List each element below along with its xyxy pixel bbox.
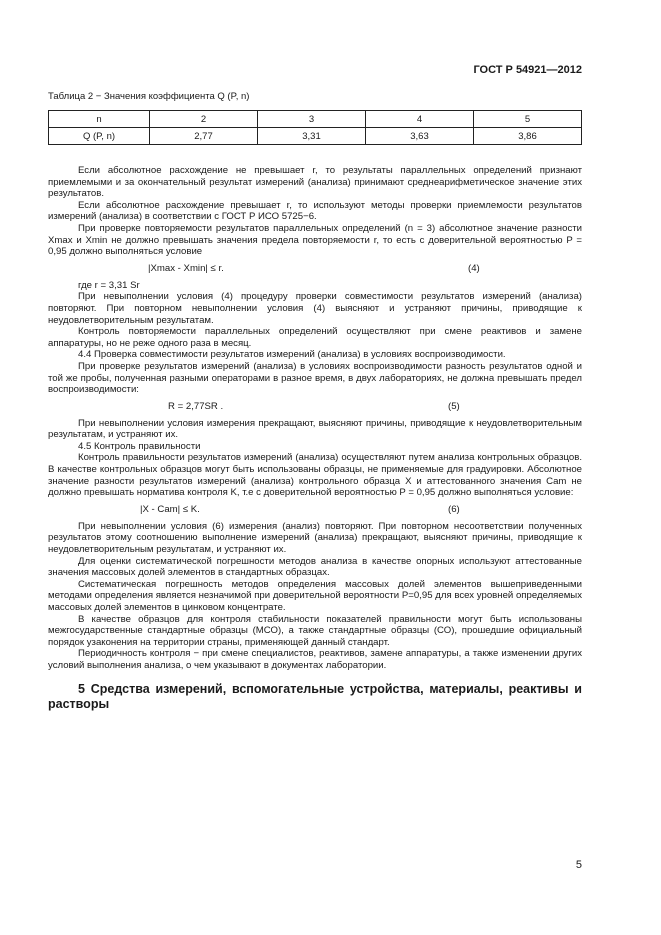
table-cell: 3,63 bbox=[366, 128, 474, 145]
formula-expression: R = 2,77SR . bbox=[168, 400, 224, 412]
paragraph: Если абсолютное расхождение превышает r, то используют методы проверки приемлемости результатов измерений (анализа) в соответствии с ГОСТ Р ИСО 5725−6. bbox=[48, 199, 582, 223]
paragraph: Систематическая погрешность методов определения массовых долей элементов вышеприведенными методами определения является незначимой при доверительной вероятности P=0,95 для всех уровней определяемых массовых долей элементов в цинковом концентрате. bbox=[48, 578, 582, 613]
table-cell: 3,86 bbox=[474, 128, 582, 145]
paragraph: Если абсолютное расхождение не превышает r, то результаты параллельных определений признают приемлемыми и за окончательный результат измерений (анализа) принимают среднеарифметическое значение этих результатов. bbox=[48, 165, 582, 200]
formula-number: (5) bbox=[448, 400, 460, 412]
table-row bbox=[49, 128, 582, 145]
paragraph: Для оценки систематической погрешности методов анализа в качестве опорных используют аттестованные значения массовых долей элементов в стандартных образцах. bbox=[48, 555, 582, 579]
formula-expression: |X - Cam| ≤ K. bbox=[140, 503, 200, 515]
formula-5 bbox=[48, 396, 582, 418]
paragraph: В качестве образцов для контроля стабильности показателей правильности могут быть использованы межгосударственные стандартные образцы (МСО), а также стандартные образцы (СО), прошедшие официальный порядок узаконения на территории страны, применяющей данный стандарт. bbox=[48, 613, 582, 648]
table-cell: n bbox=[49, 111, 150, 128]
table-cell: 2,77 bbox=[150, 128, 258, 145]
paragraph: 4.4 Проверка совместимости результатов измерений (анализа) в условиях воспроизводимости. bbox=[78, 349, 506, 361]
paragraph: где r = 3,31 Sr bbox=[78, 279, 140, 291]
paragraph: При проверке результатов измерений (анализа) в условиях воспроизводимости разность результатов одной и той же пробы, полученная разными операторами в разное время, в двух лабораториях, не должна превышать предел воспроизводимости: bbox=[48, 360, 582, 396]
paragraph: Контроль повторяемости параллельных определений осуществляют при смене реактивов и замене аппаратуры, но не реже одного раза в месяц. bbox=[48, 326, 582, 349]
table-caption: Таблица 2 − Значения коэффициента Q (P, n) bbox=[48, 91, 250, 102]
paragraph: При невыполнении условия измерения прекращают, выясняют причины, приводящие к неудовлетворительным результатам, и устраняют их. bbox=[48, 417, 582, 441]
paragraph: 4.5 Контроль правильности bbox=[78, 440, 201, 452]
paragraph: Контроль правильности результатов измерений (анализа) осуществляют путем анализа контрольных образцов. В качестве контрольных образцов могут быть использованы образцы, не применяемые для градуировки. Абсолютное значение разности результатов измерений (анализа) контрольного образца X и аттестованного значения Cam не должно превышать норматива контроля K, т.е с доверительной вероятностью P = 0,95 должно выполняться условие: bbox=[48, 452, 582, 499]
table-cell: 5 bbox=[474, 111, 582, 128]
formula-number: (6) bbox=[448, 503, 460, 515]
paragraph: При невыполнении условия (6) измерения (анализ) повторяют. При повторном несоответствии полученных результатов этому соотношению выполнение измерений (анализа) прекращают, выясняют причины, приводящие к неудовлетворительным результатам, и устраняют их. bbox=[48, 520, 582, 556]
table-cell: 3,31 bbox=[258, 128, 366, 145]
body-text bbox=[48, 165, 582, 712]
section-title: 5 Средства измерений, вспомогательные устройства, материалы, реактивы и растворы bbox=[48, 681, 582, 711]
paragraph: Периодичность контроля − при смене специалистов, реактивов, замене аппаратуры, а также изменении других условий выполнения анализа, о чем указывают в документах лаборатории. bbox=[48, 648, 582, 671]
paragraph: При невыполнении условия (4) процедуру проверки совместимости результатов измерений (анализа) повторяют. При повторном невыполнении условия (4) выясняют и устраняют причины, приводящие к неудовлетворительным результатам. bbox=[48, 291, 582, 326]
formula-expression: |Xmax - Xmin| ≤ r. bbox=[148, 262, 224, 274]
paragraph: При проверке повторяемости результатов параллельных определений (n = 3) абсолютное значение разности Xmax и Xmin не должно превышать значения предела повторяемости r, то есть с доверительной вероятностью P = 0,95 должно выполняться условие bbox=[48, 222, 582, 258]
formula-4 bbox=[48, 258, 582, 280]
table-row bbox=[49, 111, 582, 128]
formula-number: (4) bbox=[468, 262, 480, 274]
formula-6 bbox=[48, 499, 582, 521]
standard-number: ГОСТ Р 54921—2012 bbox=[473, 64, 582, 76]
table-cell: 4 bbox=[366, 111, 474, 128]
table-cell: 3 bbox=[258, 111, 366, 128]
table-cell: Q (P, n) bbox=[49, 128, 150, 145]
page-number: 5 bbox=[575, 859, 582, 871]
coefficient-table bbox=[48, 110, 582, 145]
table-cell: 2 bbox=[150, 111, 258, 128]
